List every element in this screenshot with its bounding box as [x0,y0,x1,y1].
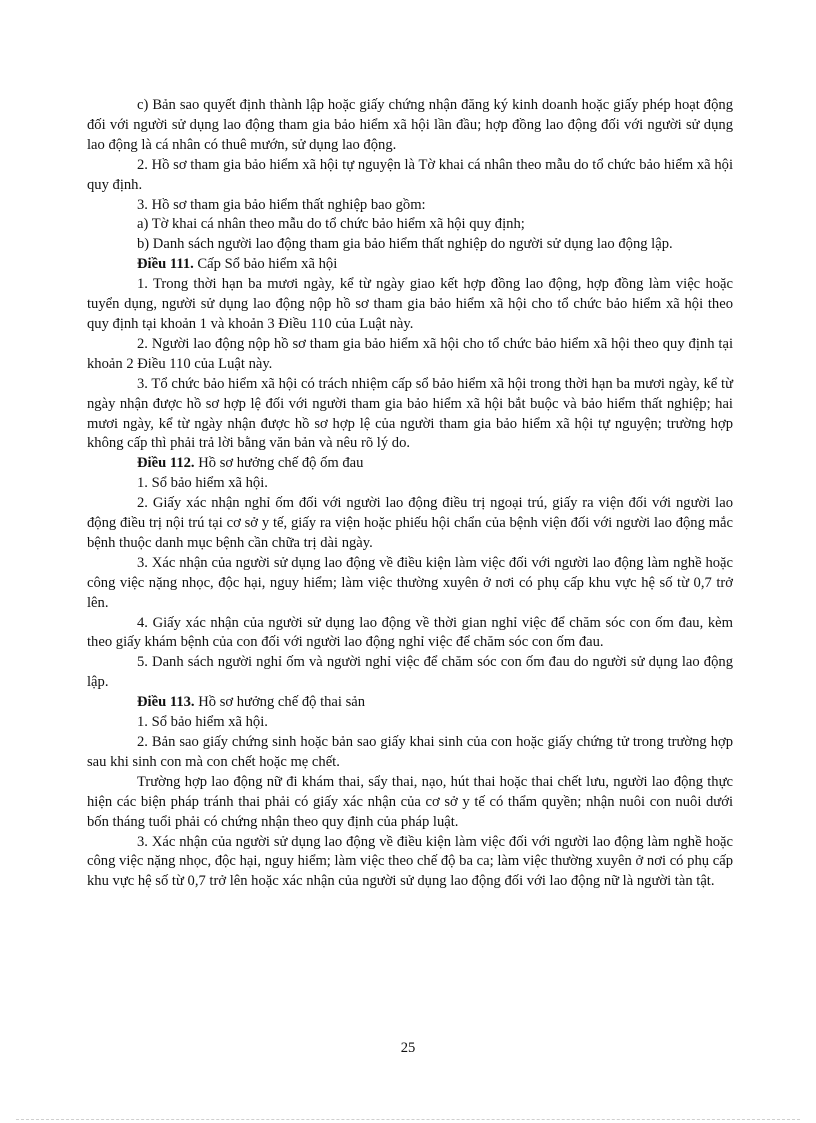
paragraph: b) Danh sách người lao động tham gia bảo hiểm thất nghiệp do người sử dụng lao động lập. [137,236,673,253]
article-number: Điều 112. [137,455,195,472]
paragraph: Trường hợp lao động nữ đi khám thai, sẩy thai, nạo, hút thai hoặc thai chết lưu, người lao động thực hiện các biện pháp tránh thai phải có giấy xác nhận của cơ sở y tế có thẩm quyền; nhận nuôi con nuôi dưới bốn tháng tuổi phải có chứng nhận theo quy định của pháp luật. [87,773,733,830]
paragraph: 5. Danh sách người nghỉ ốm và người nghỉ việc để chăm sóc con ốm đau do người sử dụng lao động lập. [87,654,733,691]
page-number: 25 [400,1040,416,1056]
paragraph: 4. Giấy xác nhận của người sử dụng lao động về thời gian nghỉ việc để chăm sóc con ốm đau, kèm theo giấy khám bệnh của con đối với người lao động nghỉ việc để chăm sóc con ốm đau. [87,614,733,651]
article-heading [87,255,733,275]
article-number: Điều 113. [137,694,195,711]
article-title: Cấp Sổ bảo hiểm xã hội [193,256,338,273]
paragraph: a) Tờ khai cá nhân theo mẫu do tổ chức bảo hiểm xã hội quy định; [137,216,525,233]
article-heading [87,693,733,713]
paragraph: 1. Sổ bảo hiểm xã hội. [137,714,268,731]
paragraph: 3. Tổ chức bảo hiểm xã hội có trách nhiệm cấp sổ bảo hiểm xã hội trong thời hạn ba mươi ngày, kể từ ngày nhận được hồ sơ hợp lệ đối với người tham gia bảo hiểm xã hội bắt buộc và bảo hiểm thất nghiệp; hai mươi ngày, kể từ ngày nhận được hồ sơ hợp lệ của người tham gia bảo hiểm xã hội tự nguyện; trường hợp không cấp thì phải trả lời bằng văn bản và nêu rõ lý do. [87,375,733,452]
page-divider [16,1119,800,1120]
paragraph: 2. Bản sao giấy chứng sinh hoặc bản sao giấy khai sinh của con hoặc giấy chứng tử trong trường hợp sau khi sinh con mà con chết hoặc mẹ chết. [87,734,733,770]
paragraph: 1. Sổ bảo hiểm xã hội. [137,475,268,492]
paragraph: 2. Giấy xác nhận nghỉ ốm đối với người lao động điều trị ngoại trú, giấy ra viện đối với người lao động điều trị nội trú tại cơ sở y tế, giấy ra viện hoặc phiếu hội chẩn của bệnh viện đối với người lao động mắc bệnh thuộc danh mục bệnh cần chữa trị dài ngày. [87,495,733,551]
paragraph: 1. Trong thời hạn ba mươi ngày, kể từ ngày giao kết hợp đồng lao động, hợp đồng làm việc hoặc tuyển dụng, người sử dụng lao động nộp hồ sơ tham gia bảo hiểm xã hội cho tổ chức bảo hiểm xã hội theo quy định tại khoản 1 và khoản 3 Điều 110 của Luật này. [87,276,733,332]
paragraph: 3. Hồ sơ tham gia bảo hiểm thất nghiệp bao gồm: [137,196,426,213]
article-title: Hồ sơ hưởng chế độ thai sản [194,694,366,711]
paragraph: 2. Hồ sơ tham gia bảo hiểm xã hội tự nguyện là Tờ khai cá nhân theo mẫu do tổ chức bảo hiểm xã hội quy định. [87,156,733,193]
document-body [87,96,733,892]
article-heading [87,454,733,474]
article-number: Điều 111. [137,256,194,273]
paragraph: 2. Người lao động nộp hồ sơ tham gia bảo hiểm xã hội cho tổ chức bảo hiểm xã hội theo quy định tại khoản 2 Điều 110 của Luật này. [87,335,733,372]
paragraph: c) Bản sao quyết định thành lập hoặc giấy chứng nhận đăng ký kinh doanh hoặc giấy phép hoạt động đối với người sử dụng lao động tham gia bảo hiểm xã hội lần đầu; hợp đồng lao động đối với người sử dụng lao động là cá nhân có thuê mướn, sử dụng lao động. [87,97,733,153]
paragraph: 3. Xác nhận của người sử dụng lao động về điều kiện làm việc đối với người lao động làm nghề hoặc công việc nặng nhọc, độc hại, nguy hiểm; làm việc thường xuyên ở nơi có phụ cấp khu vực hệ số từ 0,7 trở lên. [87,554,733,611]
paragraph: 3. Xác nhận của người sử dụng lao động về điều kiện làm việc đối với người lao động làm nghề hoặc công việc nặng nhọc, độc hại, nguy hiểm; làm việc theo chế độ ba ca; làm việc thường xuyên ở nơi có phụ cấp khu vực hệ số từ 0,7 trở lên hoặc xác nhận của người sử dụng lao động đối với lao động nữ là người tàn tật. [87,833,733,890]
article-title: Hồ sơ hưởng chế độ ốm đau [194,455,364,472]
